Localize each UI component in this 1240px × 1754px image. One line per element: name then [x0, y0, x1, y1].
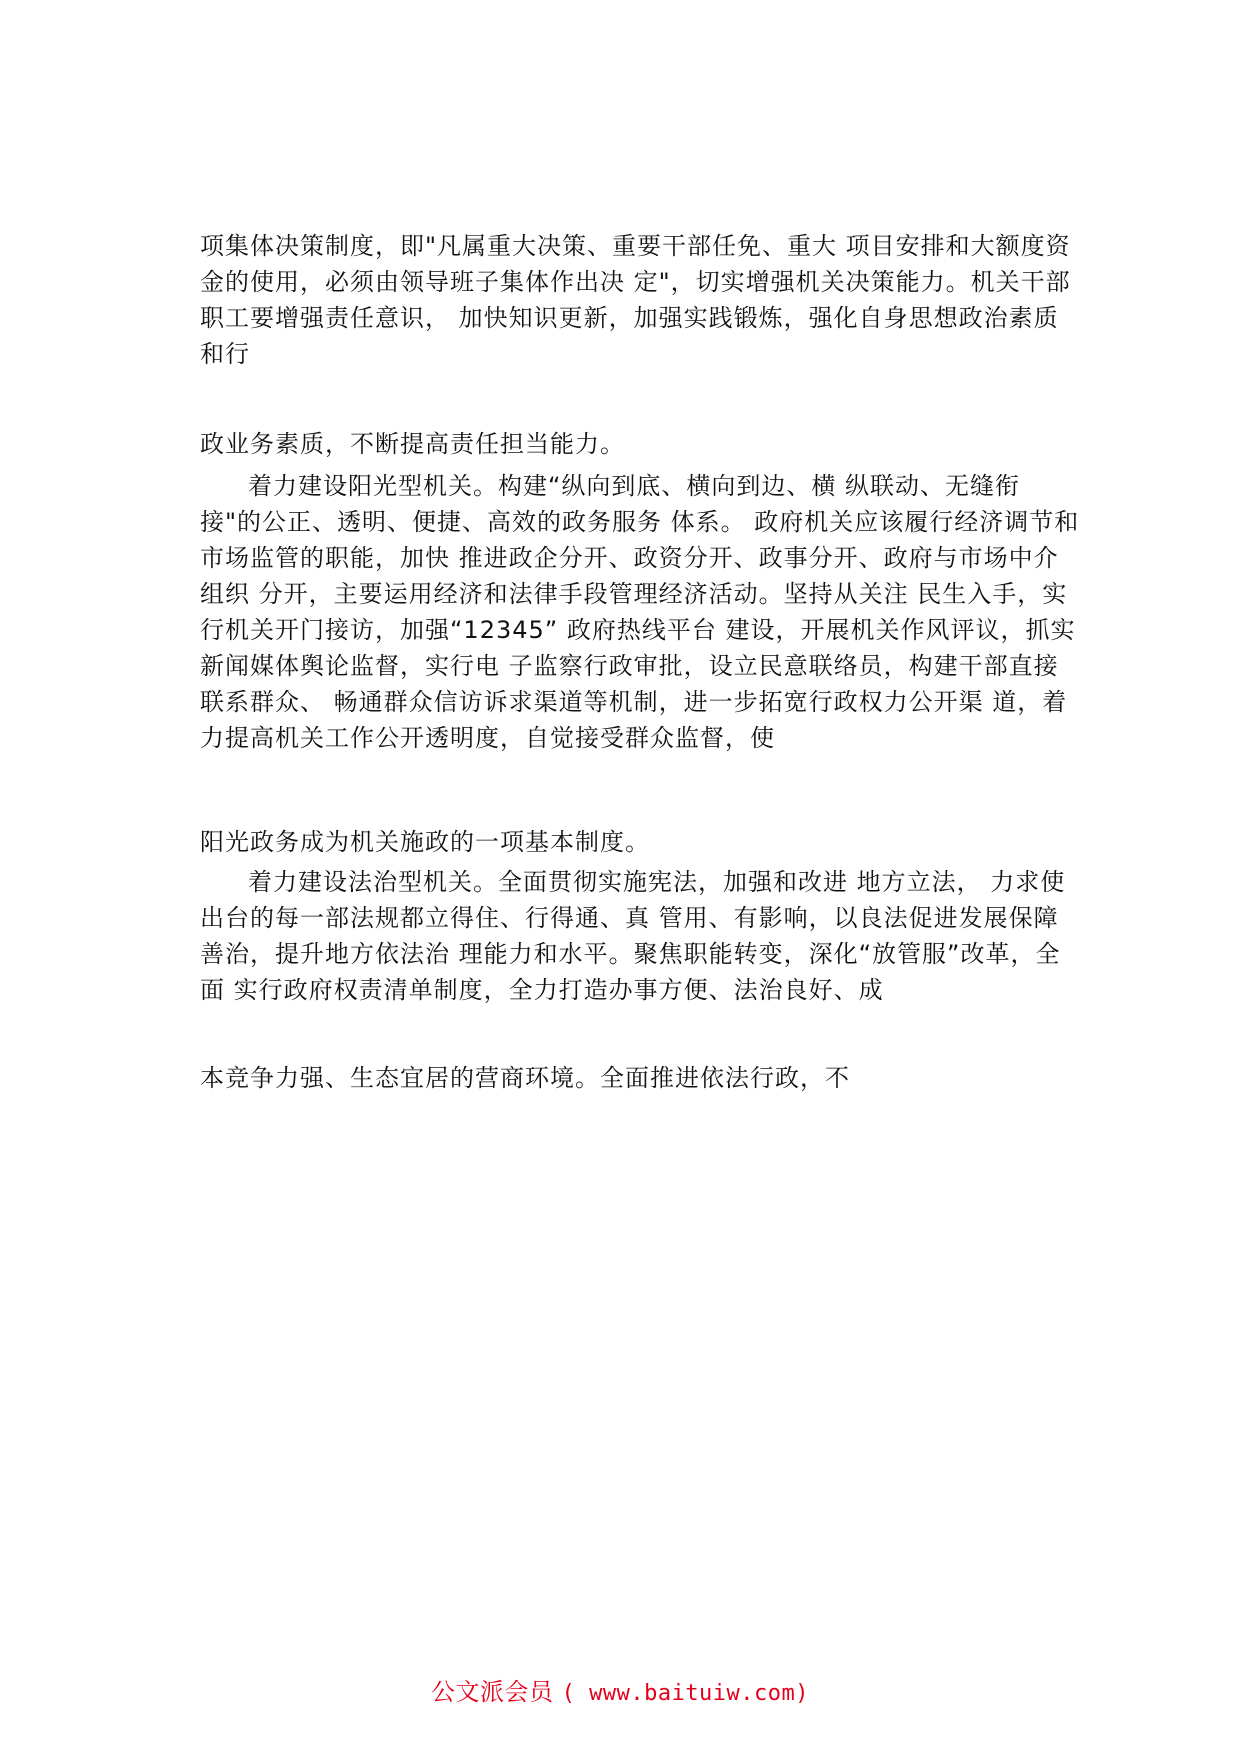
paragraph-rule-of-law: 着力建设法治型机关。全面贯彻实施宪法，加强和改进 地方立法， 力求使出台的每一部法规都立得住、行得通、真 管用、有影响，以良法促进发展保障善治，提升地方依法治 理能力和水平。聚焦职能转变，深化“放管服”改革，全面 实行政府权责清单制度，全力打造办事方便、法治良好、成: [200, 868, 1066, 1004]
paragraph-decision-system: 项集体决策制度，即"凡属重大决策、重要干部任免、重大 项目安排和大额度资金的使用，必须由领导班子集体作出决 定"，切实增强机关决策能力。机关干部职工要增强责任意识， 加快知识更新，加强实践锻炼，强化自身思想政治素质和行: [200, 232, 1071, 368]
paragraph-basic-system: 阳光政务成为机关施政的一项基本制度。: [200, 828, 650, 856]
footer-url: ( www.baituiw.com): [561, 1681, 810, 1706]
paragraph-transparent-government: 着力建设阳光型机关。构建“纵向到底、横向到边、横 纵联动、无缝衔接"的公正、透明、便捷、高效的政务服务 体系。 政府机关应该履行经济调节和市场监管的职能，加快 推进政企分开、政资分开、政事分开、政府与市场中介组织 分开，主要运用经济和法律手段管理经济活动。坚持从关注 民生入手，实行机关开门接访，加强“12345” 政府热线平台 建设，开展机关作风评议，抓实新闻媒体舆论监督，实行电 子监察行政审批，设立民意联络员，构建干部直接联系群众、 畅通群众信访诉求渠道等机制，进一步拓宽行政权力公开渠 道，着力提高机关工作公开透明度，自觉接受群众监督，使: [200, 472, 1080, 752]
paragraph-capability: 政业务素质，不断提高责任担当能力。: [200, 430, 625, 458]
footer-watermark: [0, 1672, 1240, 1707]
paragraph-business-environment: 本竞争力强、生态宜居的营商环境。全面推进依法行政，不: [200, 1064, 850, 1092]
footer-label: 公文派会员: [430, 1678, 554, 1706]
